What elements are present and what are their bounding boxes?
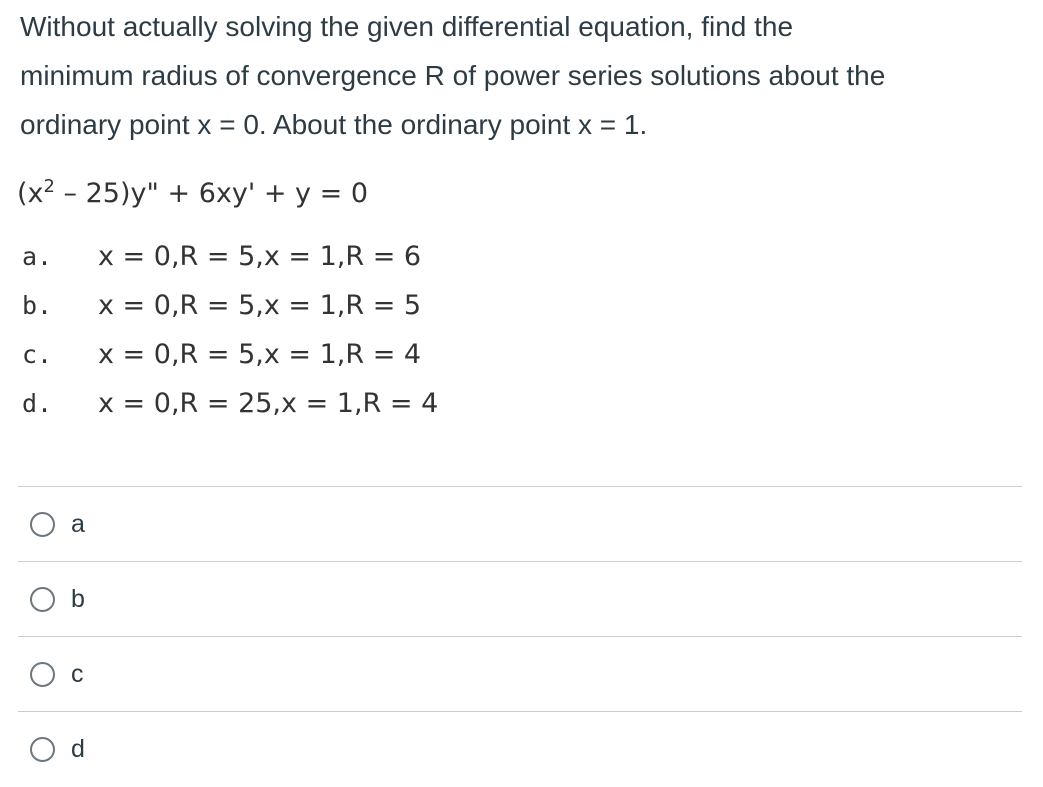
answer-option-a[interactable]: [18, 486, 1022, 561]
answer-option-c[interactable]: [18, 636, 1022, 711]
question-line: Without actually solving the given differential equation, find the: [20, 11, 794, 42]
choice-item: [22, 330, 438, 379]
choice-letter: a.: [22, 242, 53, 271]
answer-label[interactable]: b: [71, 584, 85, 613]
answer-options: [18, 486, 1022, 787]
choice-item: [22, 281, 438, 330]
choice-list: [22, 232, 438, 428]
answer-label[interactable]: c: [71, 659, 84, 688]
choice-text: x = 0,R = 5,x = 1,R = 6: [98, 241, 422, 272]
question-line: minimum radius of convergence R of power series solutions about the: [20, 60, 886, 91]
choice-letter: d.: [22, 389, 53, 418]
answer-option-d[interactable]: [18, 711, 1022, 787]
choice-text: x = 0,R = 5,x = 1,R = 5: [98, 290, 422, 321]
answer-option-b[interactable]: [18, 561, 1022, 636]
choice-text: x = 0,R = 5,x = 1,R = 4: [98, 339, 422, 370]
question-line: ordinary point x = 0. About the ordinary point x = 1.: [20, 109, 648, 140]
radio-button[interactable]: [30, 662, 55, 687]
radio-button[interactable]: [30, 587, 55, 612]
choice-letter: b.: [22, 291, 53, 320]
equation-part: (x: [17, 178, 44, 209]
radio-button[interactable]: [30, 512, 55, 537]
choice-letter: c.: [22, 340, 53, 369]
radio-button[interactable]: [30, 737, 55, 762]
equation-part: – 25)y" + 6xy' + y = 0: [54, 178, 368, 209]
answer-label[interactable]: a: [71, 509, 85, 538]
choice-item: [22, 379, 438, 428]
answer-label[interactable]: d: [71, 735, 85, 763]
choice-text: x = 0,R = 25,x = 1,R = 4: [98, 388, 439, 419]
choice-item: [22, 232, 438, 281]
differential-equation: [17, 176, 368, 209]
question-text: [20, 2, 1020, 149]
equation-exponent: 2: [43, 176, 55, 197]
